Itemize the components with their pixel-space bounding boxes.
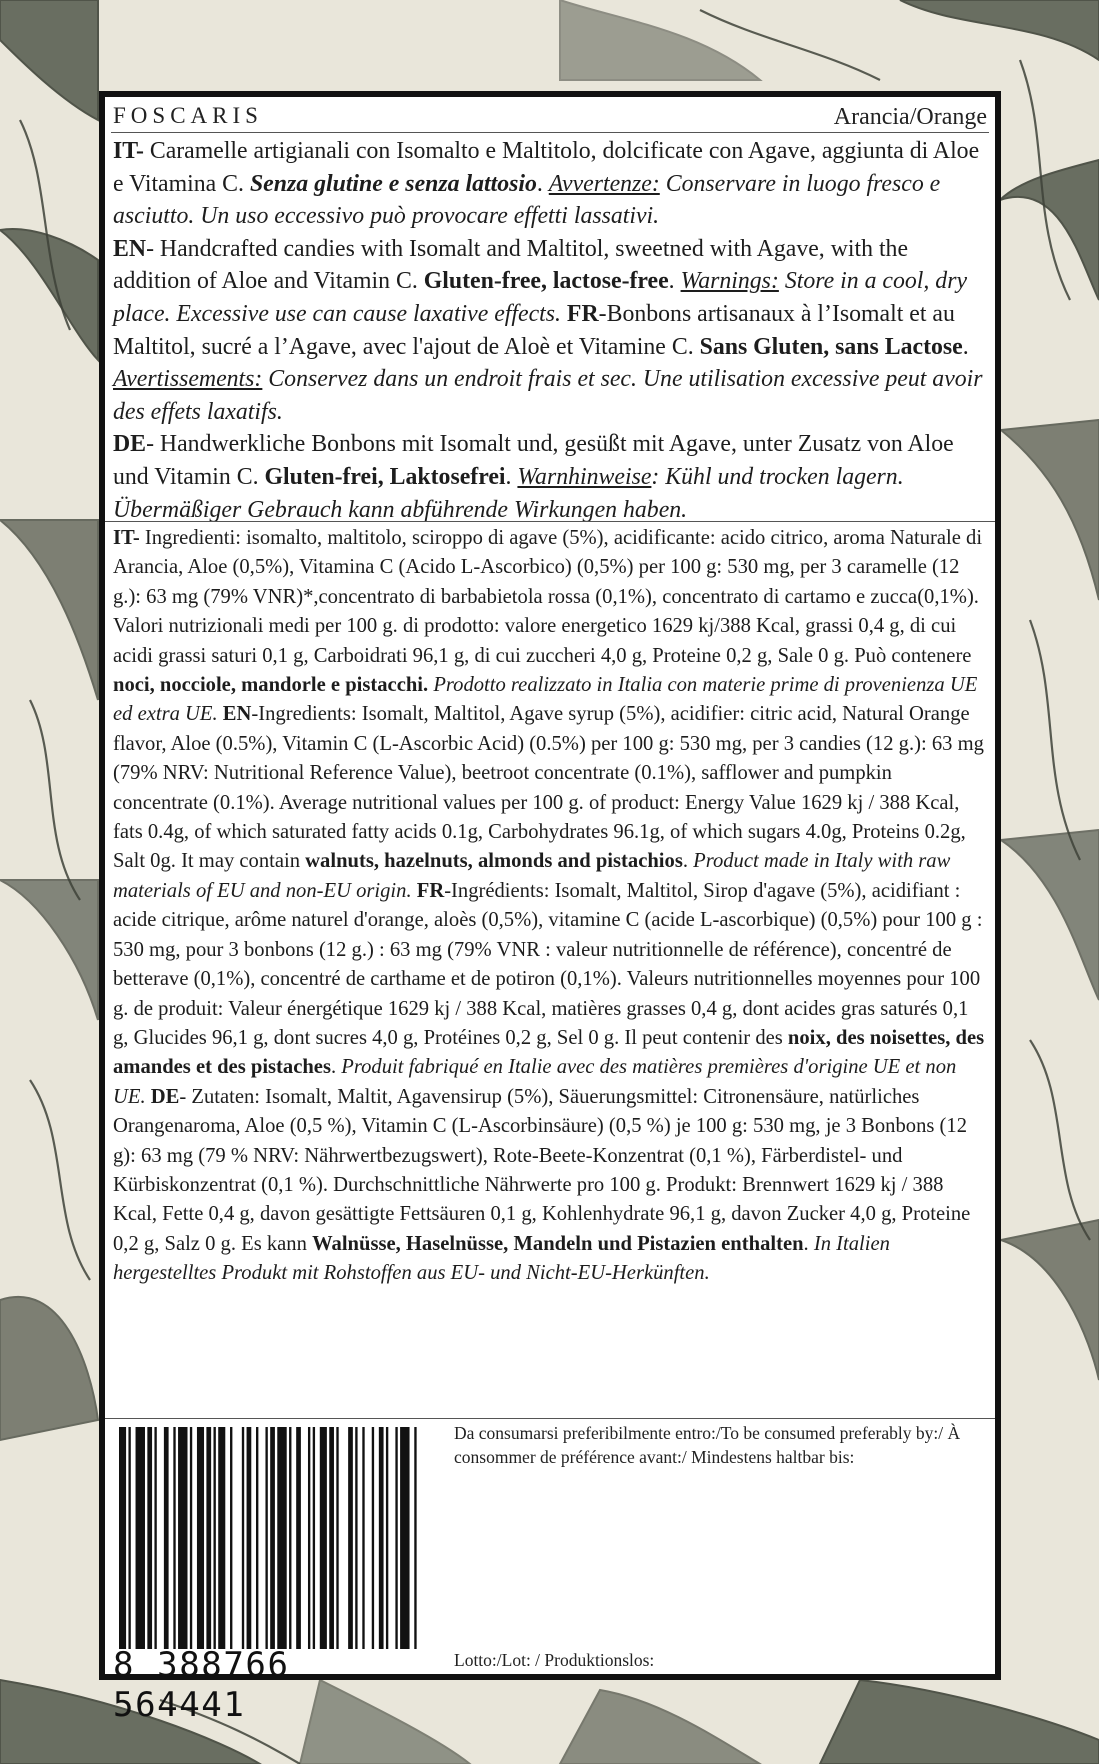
allergen-free-claim: Gluten-free, lactose-free <box>423 268 669 295</box>
barcode-bar <box>213 1427 215 1649</box>
warning-text: Conservez dans un endroit frais et sec. Une utilisation excessive peut avoir des effets laxatifs. <box>113 366 983 425</box>
origin-en: Product made in Italy with raw materials of EU and non-EU origin. <box>113 850 951 902</box>
barcode-bar <box>308 1427 310 1649</box>
description-text: Caramelle artigianali con Isomalto e Maltitolo, dolcificate con Agave, aggiunta di Aloe e Vitamina C. <box>113 138 980 197</box>
barcode-bar <box>372 1427 374 1649</box>
punct: . <box>668 268 681 295</box>
punct: . <box>330 1056 337 1079</box>
allergens-fr: noix, des noisettes, des amandes et des pistaches <box>113 1026 985 1079</box>
warning-text: Conservare in luogo fresco e asciutto. Un uso eccessivo può provocare effetti lassativi. <box>113 170 941 230</box>
warning-label: Avertissements: <box>113 366 263 393</box>
barcode-bar <box>190 1427 192 1649</box>
allergens-de: Walnüsse, Haselnüsse, Mandeln und Pistazien enthalten <box>312 1232 804 1255</box>
description-it <box>113 135 987 233</box>
barcode-bar <box>164 1427 169 1649</box>
ingredients-section <box>113 524 985 1414</box>
barcode-bar <box>395 1427 397 1649</box>
allergens-it: noci, nocciole, mandorle e pistacchi. <box>113 674 429 697</box>
warning-label: Warnhinweise <box>517 463 652 490</box>
barcode-bar <box>247 1427 252 1649</box>
barcode-bar <box>329 1427 334 1649</box>
barcode-bar <box>270 1427 275 1649</box>
lang-code-fr: FR <box>416 879 445 902</box>
product-label <box>99 91 1001 1725</box>
punct: . <box>682 850 688 873</box>
warning-label: Warnings: <box>680 268 779 295</box>
barcode-bar <box>178 1427 187 1649</box>
lang-code-it: IT- <box>113 138 144 164</box>
barcode-bar <box>289 1427 291 1649</box>
barcode-bar <box>147 1427 152 1649</box>
description-de <box>113 428 987 526</box>
product-description <box>113 135 987 523</box>
punct: . <box>536 170 549 197</box>
barcode-bar <box>379 1427 384 1649</box>
divider <box>105 521 995 522</box>
warning-label: Avvertenze: <box>548 170 660 197</box>
barcode-bar <box>277 1427 286 1649</box>
origin-fr: Produit fabriqué en Italie avec des matières premières d'origine UE et non UE. <box>113 1056 957 1108</box>
flavor-name: Arancia/Orange <box>833 104 987 130</box>
brand-name: FOSCARIS <box>113 103 263 128</box>
barcode-bar <box>206 1427 211 1649</box>
warning-text: Store in a cool, dry place. Excessive use can cause laxative effects. <box>113 268 968 327</box>
barcode-bar <box>256 1427 258 1649</box>
warning-text: : Kühl und trocken lagern. Übermäßiger Gebrauch kann abführende Wirkungen haben. <box>113 463 904 523</box>
lang-code-en: EN <box>222 703 252 726</box>
barcode-bar <box>400 1427 409 1649</box>
barcode-bar <box>230 1427 232 1649</box>
allergens-en: walnuts, hazelnuts, almonds and pistachios <box>305 850 683 873</box>
punct: . <box>505 463 518 490</box>
origin-de: In Italien hergestelltes Produkt mit Rohstoffen aus EU- und Nicht-EU-Herkünften. <box>113 1232 890 1285</box>
allergen-free-claim: Senza glutine e senza lattosio <box>249 170 537 197</box>
divider <box>105 1418 995 1419</box>
lang-code-it: IT- <box>113 527 140 549</box>
ingredients-fr: -Ingrédients: Isomalt, Maltitol, Sirop d'agave (5%), acidifiant : acide citrique, arôme naturel d'orange, aloès (0,5%), vitamine C (acide L-ascorbique) (0,5%) pour 100 g : 530 mg, pour 3 bonbons (12 g.) : 63 mg (79% VNR : valeur nutritionnelle de référence), concentré de betterave (0,1%), concentré de carthame et de potiron (0,1%). Valeurs nutritionnelles moyennes pour 100 g. de produit: Valeur énergétique 1629 kj / 388 Kcal, matières grasses 0,4 g, dont acides gras saturés 0,1 g, Glucides 96,1 g, dont sucres 4,0 g, Protéines 0,2 g, Sel 0 g. Il peut contenir des <box>113 879 983 1049</box>
barcode-bar <box>362 1427 364 1649</box>
barcode-bar <box>197 1427 204 1649</box>
description-text: - Handwerkliche Bonbons mit Isomalt und, gesüßt mit Agave, unter Zusatz von Aloe und Vitamin C. <box>113 431 954 490</box>
barcode-bar <box>355 1427 357 1649</box>
lang-code-de: DE <box>150 1085 180 1108</box>
description-text: - Handcrafted candies with Isomalt and Maltitol, sweetned with Agave, with the addition of Aloe and Vitamin C. <box>113 235 909 295</box>
barcode-bar <box>336 1427 338 1649</box>
punct: . <box>803 1232 809 1255</box>
barcode-bar <box>313 1427 315 1649</box>
lang-code-de: DE <box>113 431 147 458</box>
barcode-bar <box>154 1427 156 1649</box>
barcode-bar <box>119 1427 126 1649</box>
description-en-fr <box>113 233 987 429</box>
barcode-bar <box>348 1427 353 1649</box>
barcode-bar <box>173 1427 175 1649</box>
origin-it: Prodotto realizzato in Italia con materie prime di provenienza UE ed extra UE. <box>113 674 978 726</box>
lang-code-en: EN <box>113 235 147 262</box>
barcode-bar <box>128 1427 130 1649</box>
punct: . <box>962 333 969 360</box>
barcode-number: 8 388766 564441 <box>113 1645 290 1725</box>
ingredients-de: - Zutaten: Isomalt, Maltit, Agavensirup (5%), Säuerungsmittel: Citronensäure, natürliches Orangenaroma, Aloe (0,5 %), Vitamin C (L-Ascorbinsäure) (0,5 %) je 100 g: 530 mg, je 3 Bonbons (12 g): 63 mg (79 % NRV: Nährwertbezugswert), Rote-Beete-Konzentrat (0,1 %), Färberdistel- und Kürbiskonzentrat (0,1 %). Durchschnittliche Nährwerte pro 100 g. Produkt: Brennwert 1629 kj / 388 Kcal, Fette 0,4 g, davon gesättigte Fettsäuren 0,1 g, Kohlenhydrate 96,1 g, davon Zucker 4,0 g, Proteine 0,2 g, Salz 0 g. Es kann <box>113 1085 971 1255</box>
allergen-free-claim: Sans Gluten, sans Lactose <box>699 333 963 360</box>
allergen-free-claim: Gluten-frei, Laktosefrei <box>264 463 506 490</box>
barcode-bar <box>136 1427 145 1649</box>
best-before-label: Da consumarsi preferibilmente entro:/To be consumed preferably by:/ À consommer de préférence avant:/ Mindestens haltbar bis: <box>454 1423 961 1467</box>
barcode-bar <box>265 1427 267 1649</box>
description-text: -Bonbons artisanaux à l’Isomalt et au Maltitol, sucré a l’Agave, avec l'ajout de Aloè et Vitamine C. <box>113 300 955 360</box>
barcode-bar <box>414 1427 416 1649</box>
barcode-bar <box>320 1427 327 1649</box>
ingredients-it: Ingredienti: isomalto, maltitolo, sciroppo di agave (5%), acidificante: acido citrico, aroma Naturale di Arancia, Aloe (0,5%), Vitamina C (Acido L-Ascorbico) (0,5%) per 100 g: 530 mg, per 3 caramelle (12 g.): 63 mg (79% VNR)*,concentrato di barbabietola rossa (0,1%), concentrato di cartamo e zucca(0,1%). Valori nutrizionali medi per 100 g. di prodotto: valore energetico 1629 kj/388 Kcal, grassi 0,4 g, di cui acidi grassi saturi 0,1 g, Carboidrati 96,1 g, di cui zuccheri 4,0 g, Proteine 0,2 g, Sale 0 g. Può contenere <box>113 527 983 667</box>
barcode-bar <box>242 1427 244 1649</box>
barcode-bar <box>386 1427 388 1649</box>
lot-number-label: Lotto:/Lot: / Produktionslos: <box>454 1650 655 1670</box>
barcode-bar <box>218 1427 225 1649</box>
barcode-bar <box>296 1427 301 1649</box>
ingredients-en: -Ingredients: Isomalt, Maltitol, Agave syrup (5%), acidifier: citric acid, Natural Orange flavor, Aloe (0.5%), Vitamin C (L-Ascorbic Acid) (0.5%) per 100 g: 530 mg, per 3 candies (12 g.): 63 mg (79% NRV: Nutritional Reference Value), beetroot concentrate (0.1%), safflower and pumpkin concentrate (0.1%). Average nutritional values per 100 g. of product: Energy Value 1629 kj / 388 Kcal, fats 0.4g, of which saturated fatty acids 0.1g, Carbohydrates 96.1g, of which sugars 4.0g, Proteins 0.2g, Salt 0g. It may contain <box>113 703 984 873</box>
barcode-bars <box>119 1427 419 1649</box>
ingredients-text <box>113 524 985 1289</box>
label-header <box>111 103 989 133</box>
barcode <box>113 1427 419 1725</box>
lang-code-fr: FR <box>566 300 599 327</box>
